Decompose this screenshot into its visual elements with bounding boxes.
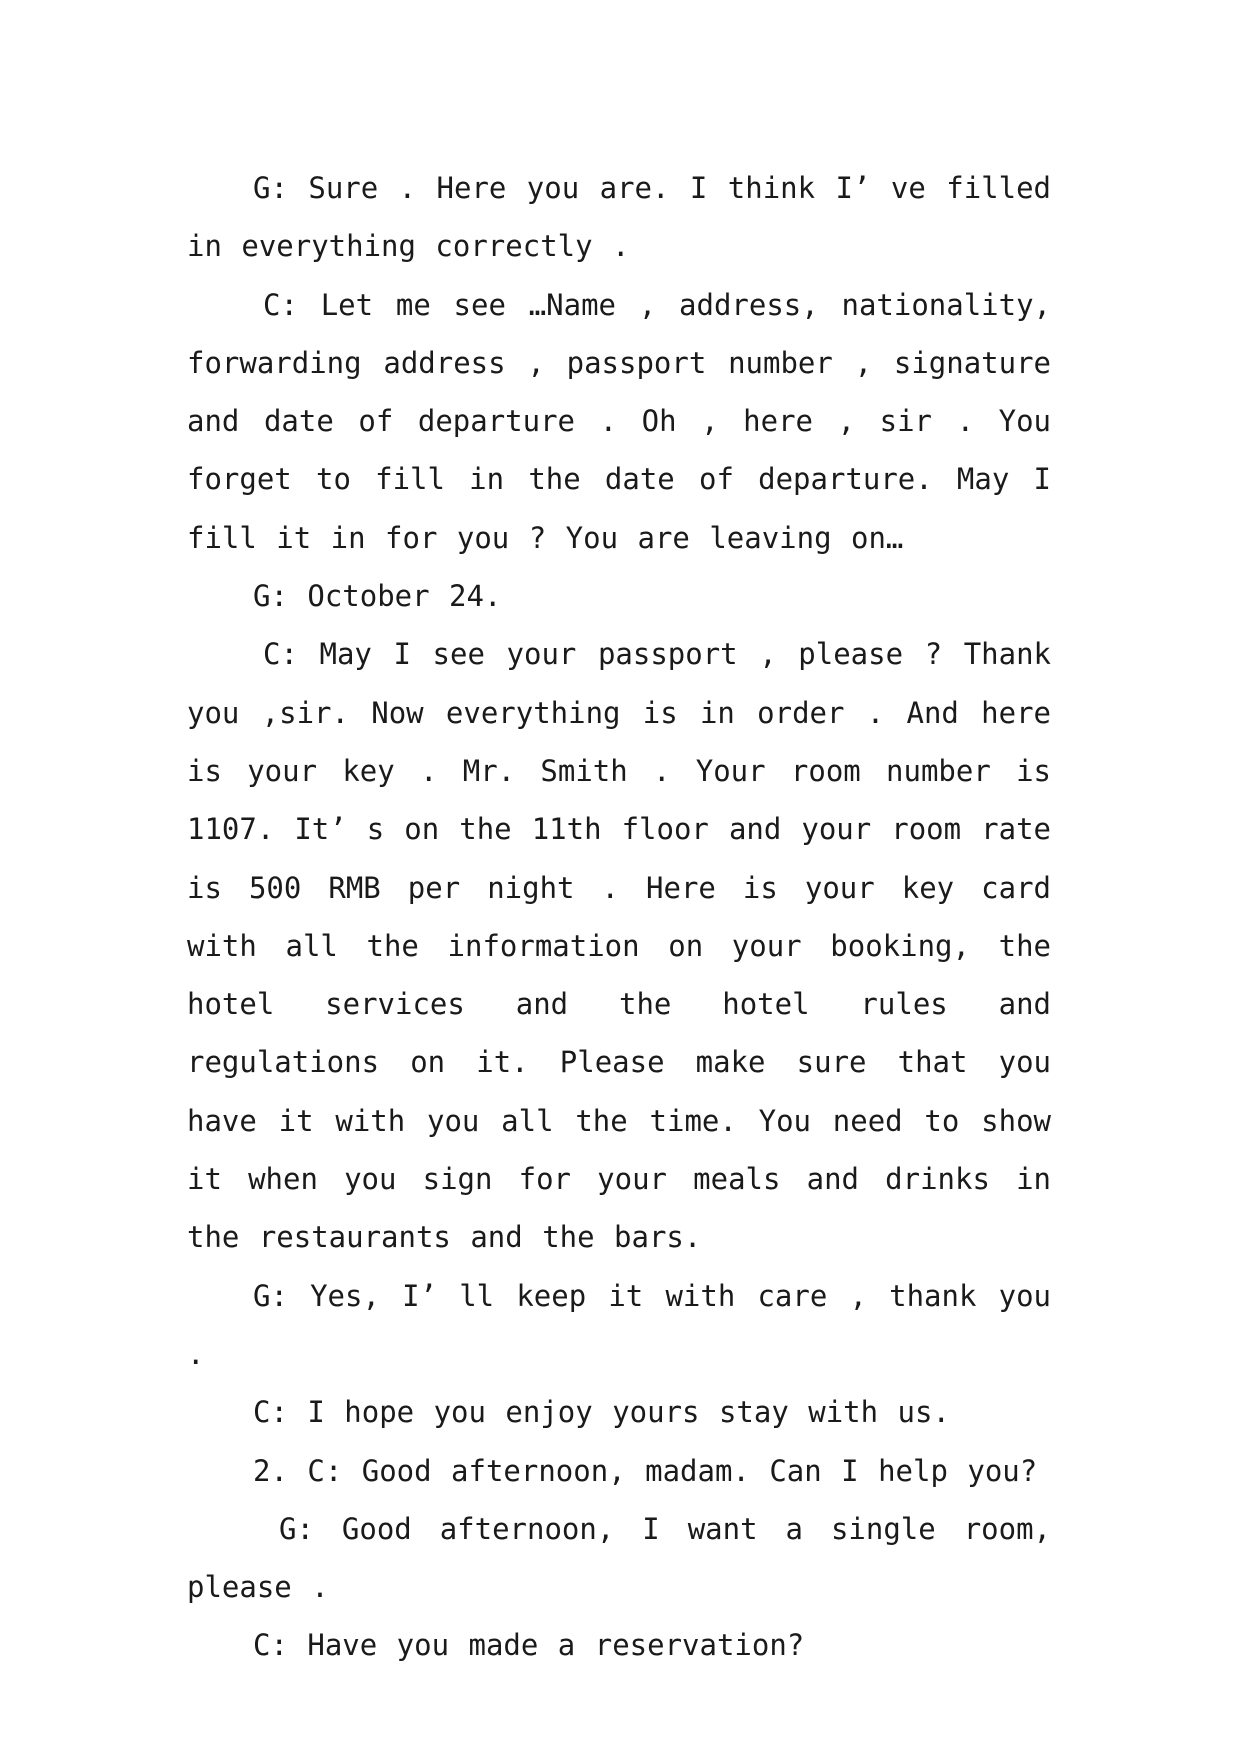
dialogue-paragraph: G: Sure . Here you are. I think I’ ve filled in everything correctly . (187, 171, 1051, 264)
dialogue-paragraph: G: Good afternoon, I want a single room, please . (187, 1511, 1051, 1605)
dialogue-paragraph: G: October 24. (253, 579, 502, 614)
dialogue-paragraph: C: Have you made a reservation? (253, 1628, 805, 1663)
document-body (187, 159, 1051, 1675)
dialogue-paragraph: C: May I see your passport , please ? Thank you ,sir. Now everything is in order . And here is your key . Mr. Smith . Your room number is 1107. It’ s on the 11th floor and your room rate is 500 RMB per night . Here is your key card with all the information on your booking, the hotel services and the hotel rules and regulations on it. Please make sure that you have it with you all the time. You need to show it when you sign for your meals and drinks in the restaurants and the bars. (187, 637, 1051, 1255)
dialogue-paragraph: C: Let me see …Name , address, nationality, forwarding address , passport number , signature and date of departure . Oh , here , sir . You forget to fill in the date of departure. May I fill it in for you ? You are leaving on… (187, 287, 1051, 555)
dialogue-paragraph: 2. C: Good afternoon, madam. Can I help you? (253, 1453, 1038, 1488)
dialogue-paragraph: G: Yes, I’ ll keep it with care , thank you . (187, 1278, 1051, 1371)
dialogue-paragraph: C: I hope you enjoy yours stay with us. (253, 1395, 950, 1430)
